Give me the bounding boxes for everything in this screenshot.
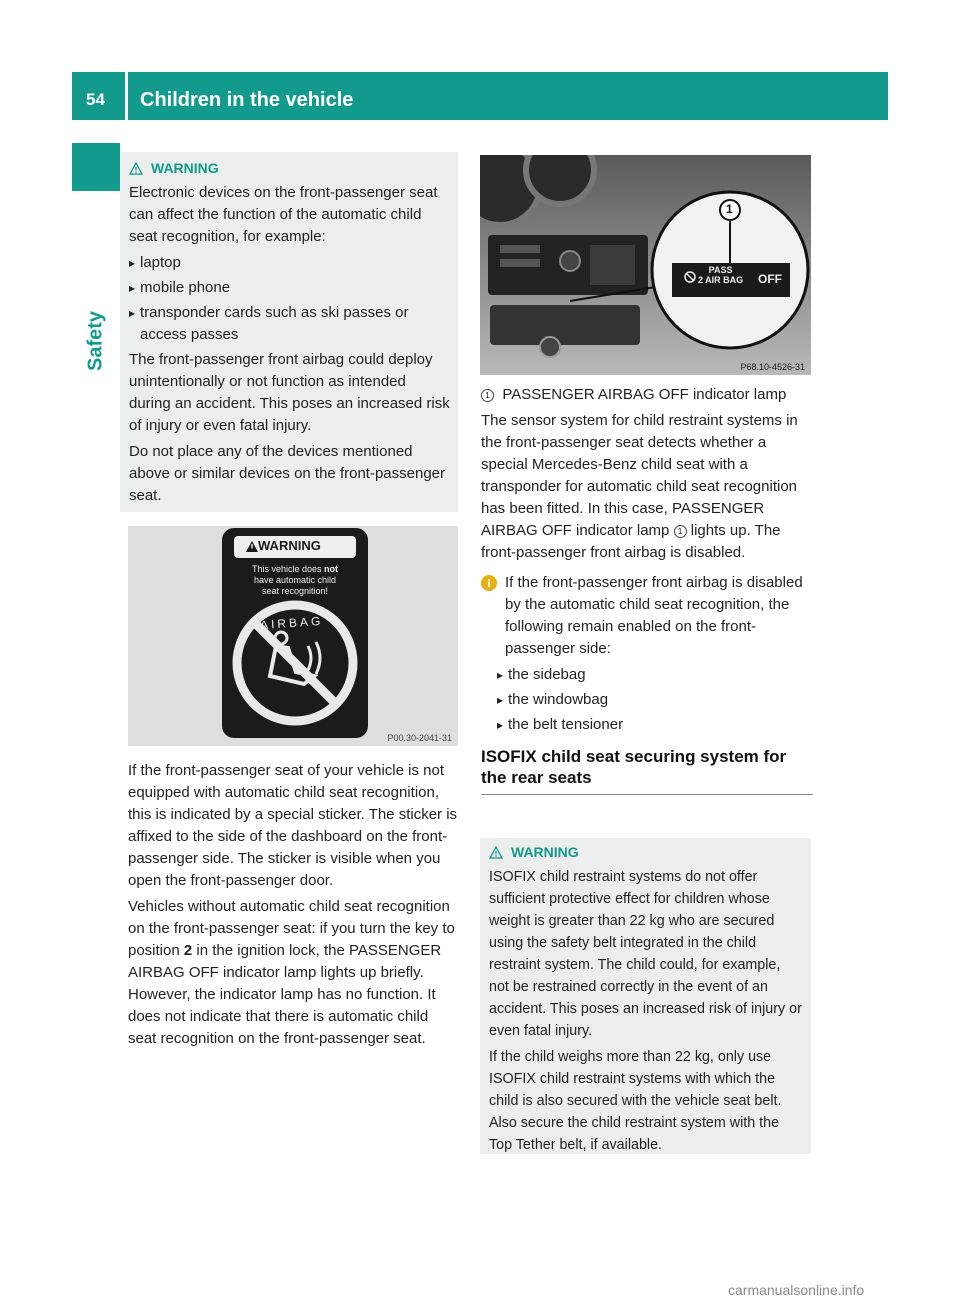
warning-para: The front-passenger front airbag could deploy unintentionally or not function as intended during an accident. This poses an increased risk of injury or even fatal injury. [129, 351, 450, 434]
header-divider [125, 72, 128, 120]
list-item: ▸ the windowbag [497, 689, 813, 711]
list-item: ▸ mobile phone [129, 277, 450, 299]
ignition-paragraph: Vehicles without automatic child seat recognition on the front-passenger seat: if you turn the key to position 2 in the ignition lock, the PASSENGER AIRBAG OFF indicator lamp lights up briefly. However, the indicator lamp has no function. It does not indicate that there is automatic child seat recognition on the front-passenger seat. [128, 898, 455, 1047]
heading-rule [481, 794, 813, 795]
list-item: ▸ transponder cards such as ski passes or access passes [129, 302, 450, 346]
sticker-illustration [128, 526, 458, 746]
warning-intro: Electronic devices on the front-passenger seat can affect the function of the automatic child seat recognition, for example: [129, 184, 438, 245]
chapter-title: Children in the vehicle [140, 89, 354, 111]
list-item: ▸ laptop [129, 252, 450, 274]
warning-triangle-icon [129, 162, 143, 175]
info-note: i If the front-passenger front airbag is disabled by the automatic child seat recognition, the following remain enabled on the front-passenger side: [481, 572, 813, 660]
watermark: carmanualsonline.info [728, 1282, 865, 1298]
enabled-list [481, 664, 813, 736]
info-icon: i [481, 575, 497, 591]
section-marker [72, 143, 120, 191]
warning-heading: WARNING [129, 160, 450, 176]
page-header [72, 72, 888, 120]
sticker-paragraph: If the front-passenger seat of your vehicle is not equipped with automatic child seat recognition, this is indicated by a special sticker. The sticker is affixed to the side of the dashboard on the front-passenger side. The sticker is visible when you open the front-passenger door. [128, 762, 458, 889]
sticker-text: This vehicle does not have automatic child seat recognition! [251, 564, 339, 596]
section-heading: ISOFIX child seat securing system for the rear seats [481, 747, 787, 787]
sensor-paragraph: The sensor system for child restraint systems in the front-passenger seat detects whether a special Mercedes-Benz child seat with a transponder for automatic child seat recognition has been fitted. In this case, PASSENGER AIRBAG OFF indicator lamp 1 lights up. The front-passenger front airbag is disabled. [481, 412, 798, 561]
device-list [129, 252, 450, 346]
list-item: ▸ the sidebag [497, 664, 813, 686]
dashboard-figure [480, 155, 811, 375]
warning-box-devices [120, 152, 458, 512]
dashboard-illustration [480, 155, 811, 375]
callout-symbol: 1 [674, 525, 687, 538]
list-item: ▸ the belt tensioner [497, 714, 813, 736]
figure-caption: P68.10-4526-31 [740, 362, 805, 372]
pass-airbag-label: PASS 2 AIR BAG [698, 265, 744, 285]
callout-number-label: 1 [726, 202, 733, 216]
left-body-text [128, 760, 460, 1054]
warning-heading: WARNING [489, 844, 803, 860]
warning-box-isofix [480, 838, 811, 1154]
warning-para: If the child weighs more than 22 kg, only use ISOFIX child restraint systems with which the child is also secured with the vehicle seat belt. Also secure the child restraint system with the Top Tether belt, if available. [489, 1049, 782, 1153]
warning-para: ISOFIX child restraint systems do not offer sufficient protective effect for children whose weight is greater than 22 kg who are secured using the safety belt integrated in the child restraint system. The child could, for example, not be restrained correctly in the event of an accident. This poses an increased risk of injury or even fatal injury. [489, 869, 802, 1039]
page-number: 54 [86, 90, 105, 109]
sticker-warning-label: WARNING [258, 538, 321, 553]
callout-symbol: 1 [481, 389, 494, 402]
off-label: OFF [758, 272, 782, 286]
figure-caption: P00.30-2041-31 [387, 733, 452, 743]
sticker-arc-text: AIRBAG [259, 613, 324, 633]
section-label: Safety [84, 310, 107, 372]
right-body-text [481, 384, 813, 795]
warning-para: Do not place any of the devices mentioned above or similar devices on the front-passenger seat. [129, 443, 445, 504]
callout-marker [724, 357, 736, 373]
warning-triangle-icon [489, 846, 503, 859]
sticker-figure [128, 526, 458, 746]
callout-legend: 1 PASSENGER AIRBAG OFF indicator lamp [481, 384, 813, 406]
